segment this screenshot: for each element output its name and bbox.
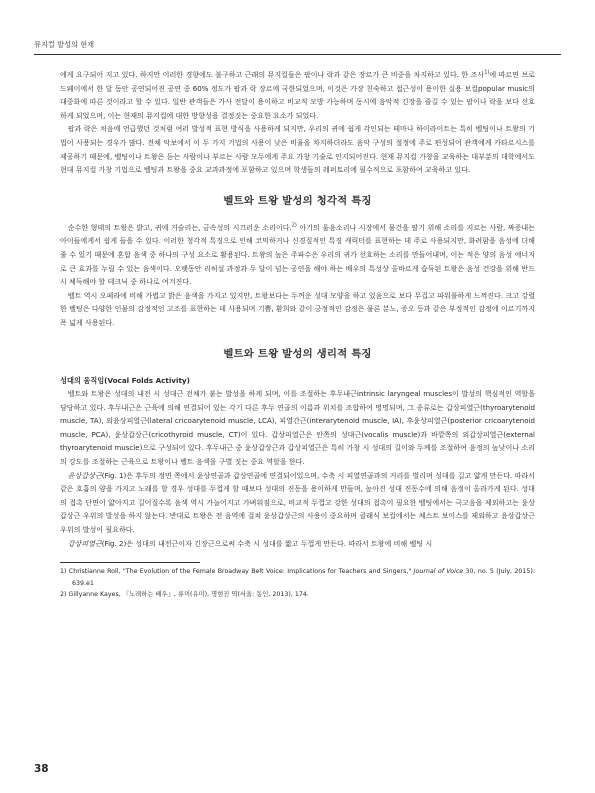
page-body — [60, 68, 535, 601]
footnote-1-text: 1) Christianne Roll, "The Evolution of the Female Broadway Belt Voice: Implications for Teachers and Singers," — [60, 568, 414, 576]
footnote-1-journal: Journal of Voice — [413, 568, 464, 576]
section-heading-physiological: 벨트와 트왕 발성의 생리적 특징 — [223, 347, 372, 360]
intro-paragraph-1 — [60, 68, 535, 122]
acoustic-paragraph-2: 벨트 역시 오페라에 비해 가볍고 밝은 음색을 가지고 있지만, 트왕보다는 두꺼운 성대 모양을 하고 있음으로 보다 무겁고 파워풀하게 느껴진다. 크고 강렬한 벨팅은 다양한 인물의 감정적인 고조를 표현하는 데 사용되며 기쁨, 환희와 같이 긍정적인 감정은 물론 분노, 증오 등과 같은 부정적인 감정에 이르기까지 폭 넓게 사용된다. — [60, 290, 535, 327]
term-thyroarytenoid: 갑상피열근 — [67, 538, 102, 548]
footnote-ref-1[interactable]: 1) — [484, 69, 490, 76]
footnote-ref-2[interactable]: 2) — [291, 222, 297, 229]
physiology-paragraph-2 — [60, 469, 535, 537]
intro-text-rest: 에 따르면 브로드웨이에서 한 달 동안 공연되어진 공연 중 60% 정도가 팝과 락 장르에 국한되었으며, 이것은 가장 친숙하고 접근성이 용이한 실용 보컬popular music의 대중화에 따른 것이라고 할 수 있다. 일반 관객들은 가사 전달이 용이하고 비교적 모방 가능하며 동시에 음악적 긴장을 즐길 수 있는 팝이나 락을 보다 선호하게 되었으며, 이는 현재의 뮤지컬에 대한 방향성을 결정짓는 중요한 요소가 되었다. — [60, 70, 535, 120]
footnote-divider — [60, 562, 200, 563]
header-divider — [34, 54, 561, 55]
physiology-paragraph-3 — [60, 537, 535, 551]
intro-paragraph-2: 팝과 락은 처음에 언급했던 것처럼 여러 발성적 표현 방식을 사용하게 되지만, 우리의 귀에 쉽게 각인되는 테마나 하이라이트는 특히 벨팅이나 트왕의 기법이 사용되는 경우가 많다. 전체 악보에서 이 두 가지 기법의 사용이 낮은 비율을 차지하더라도 음악 구성의 절정에 주로 편성되어 관객에게 카타르시스를 제공하기 때문에, 벨팅이나 트왕은 듣는 사람이나 부르는 사람 모두에게 주요 가창 기술로 인지되어진다. 현재 뮤지컬 가창을 교육하는 대부분의 대학에서도 현대 뮤지컬 가창 기법으로 벨팅과 트왕을 중요 교과과정에 포함하고 있으며 학생들의 레퍼토리에 필수적으로 포함하여 교육하고 있다. — [60, 124, 535, 175]
term-cricothyroid: 윤상갑상근 — [67, 470, 102, 480]
page-number: 38 — [34, 763, 49, 775]
footnote-1-citation: 30, no. 5 (July, 2015): 639.e1 — [72, 568, 535, 587]
acoustic-text-rest: 아기의 울음소리나 시장에서 물건을 팔기 위해 소리를 지르는 사람, 짜증내는 아이들에게서 쉽게 들을 수 있다. 이러한 청각적 특징으로 인해 코믹하거나 신경질적인 특징 캐릭터를 표현하는 데 주로 사용되지만, 화려함을 음성에 더해줄 수 있기 때문에 혼합 음색 중 하나의 구성 요소로 활용된다. 트왕의 높은 주파수은 우리의 귀가 선호하는 소리를 만들어내며, 이는 적은 양의 음성 에너지로 큰 효과를 누릴 수 있는 음색이다. 오랫동안 리허설 과정과 두 달이 넘는 공연을 해야 하는 배우의 특성상 올바르게 습득된 트왕은 음성 건강을 위해 반드시 체득해야 할 테크닉 중 하나로 여겨진다. — [60, 222, 535, 287]
subsection-heading-vocal-folds: 성대의 움직임(Vocal Folds Activity) — [60, 375, 190, 385]
physiology-text-3: (Fig. 2)은 성대의 내전근이자 긴장근으로써 수축 시 성대를 짧고 두껍게 만든다. 따라서 트왕에 비해 벨팅 시 — [101, 538, 433, 548]
section-heading-acoustic: 벨트와 트왕 발성의 청각적 특징 — [223, 194, 372, 207]
physiology-text-2: (Fig. 1)은 후두의 정면 쪽에서 윤상연골과 갑상연골에 연결되어있으며, 수축 시 피열연골과의 거리를 벌리며 성대를 길고 얇게 만든다. 따라서 같은 호흡의 양을 가지고 노래를 할 경우 성대를 두껍게 할 때보다 성대의 진동을 용이하게 만들며, 높아진 성대 진동수에 의해 음정이 올라가게 된다. 성대의 접촉 단면이 얇아지고 길어질수록 음색 역시 가늘어지고 가벼워짐으로, 비교적 두껍고 강한 성대의 접촉이 필요한 벨팅에서는 극고음을 제외하고는 윤상갑상근 우위의 발성을 하지 않는다. 반대로 트왕은 전 음역에 걸쳐 윤상갑상근의 사용이 중요하며 클래식 보컬에서는 체스트 보이스를 제외하고 윤상갑상근 우위의 발성이 필요하다. — [60, 470, 535, 535]
physiology-paragraph-1: 벨트와 트왕은 성대의 내전 시 성대근 전체가 붙는 발성을 하게 되며, 이를 조절하는 후두내근intrinsic laryngeal muscles이 발성의 핵심적인 역할을 담당하고 있다. 후두내근은 근육에 의해 연결되어 있는 각기 다른 후두 연골의 이름과 위치를 조합하여 명명되며, 그 종류로는 갑상피열근(thyroarytenoid muscle, TA), 외윤상피열근(lateral cricoarytenoid muscle, LCA), 피열간근(interarytenoid muscle, IA), 후윤상피열근(posterior cricoarytenoid muscle, PCA), 윤상갑상근(cricothyroid muscle, CT)이 있다. 갑상피열근은 안쪽의 성대근(vocalis muscle)과 바깥쪽의 외갑상피열근(external thyroarytenoid muscle)으로 구성되어 있다. 후두내근 중 윤상갑상근과 갑상피열근은 특히 가창 시 성대의 길이와 두께를 조절하여 음정의 높낮이나 소리의 강도를 조절하는 근육으로 트왕이나 벨트 음색을 구별 짓는 중요 역할을 한다. — [60, 389, 535, 467]
footnote-2: 2) Gillyanne Kayes, 『노래하는 배우』, 류미(유미), 명현진 역(서울: 동인, 2013), 174. — [60, 591, 309, 599]
running-header: 뮤지컬 발성의 현재 — [34, 40, 95, 49]
intro-text: 에게 요구되어 지고 있다. 하지만 이러한 경향에도 불구하고 근래의 뮤지컬들은 팝이나 락과 같은 장르가 큰 비중을 차지하고 있다. 한 조사 — [60, 70, 485, 79]
acoustic-text: 순수한 형태의 트왕은 밝고, 귀에 거슬리는, 금속성의 시끄러운 소리이다. — [67, 222, 292, 232]
footnote-1 — [60, 566, 535, 589]
acoustic-paragraph-1 — [60, 221, 535, 289]
